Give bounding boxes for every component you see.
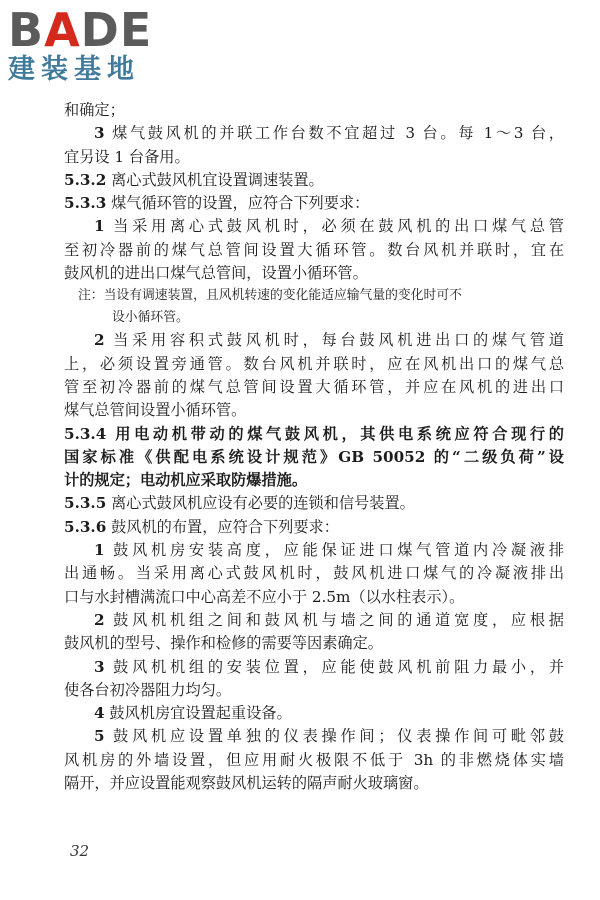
text-line: 计的规定；电动机应采取防爆措施。 (64, 471, 307, 490)
logo-subtitle: 建装基地 (8, 54, 140, 85)
clause-5-3-3: 5.3.3 煤气循环管的设置，应符合下列要求： (64, 194, 370, 213)
text-line: 宜另设 1 台备用。 (64, 147, 190, 166)
bade-logo (8, 3, 178, 86)
text-line: 风机房的外墙设置，但应用耐火极限不低于 3h 的非燃烧体实墙 (64, 750, 564, 769)
text-line: 上，必须设置旁通管。数台风机并联时，应在风机出口的煤气总 (64, 354, 564, 373)
clause-5-3-6: 5.3.6 鼓风机的布置，应符合下列要求： (64, 517, 339, 536)
list-item: 5 鼓风机应设置单独的仪表操作间；仪表操作间可毗邻鼓 (94, 727, 564, 746)
text-line: 管至初冷器前的煤气总管间设置大循环管，并应在风机的进出口 (64, 377, 564, 396)
note: 注：当设有调速装置，且风机转速的变化能适应输气量的变化时可不 (78, 288, 462, 304)
document-body (64, 99, 564, 795)
list-item: 1 鼓风机房安装高度，应能保证进口煤气管道内冷凝液排 (94, 541, 564, 560)
list-item: 2 当采用容积式鼓风机时，每台鼓风机进出口的煤气管道 (94, 331, 564, 350)
list-item: 1 当采用离心式鼓风机时，必须在鼓风机的出口煤气总管 (94, 217, 564, 236)
text-line: 国家标准《供配电系统设计规范》GB 50052 的“二级负荷”设 (64, 447, 564, 466)
clause-5-3-4: 5.3.4 用电动机带动的煤气鼓风机，其供电系统应符合现行的 (64, 424, 564, 443)
list-item: 4 鼓风机房宜设置起重设备。 (94, 704, 292, 723)
text-line: 鼓风机的进出口煤气总管间，设置小循环管。 (64, 264, 368, 283)
text-line: 隔开，并应设置能观察鼓风机运转的隔声耐火玻璃窗。 (64, 774, 429, 793)
list-item: 3 鼓风机机组的安装位置，应能使鼓风机前阻力最小，并 (94, 657, 564, 676)
list-item: 3 煤气鼓风机的并联工作台数不宜超过 3 台。每 1～3 台， (94, 124, 564, 143)
list-item: 2 鼓风机机组之间和鼓风机与墙之间的通道宽度，应根据 (94, 610, 564, 629)
logo-wordmark: BADE (8, 3, 153, 57)
text-line: 口与水封槽满流口中心高差不应小于 2.5m（以水柱表示）。 (64, 587, 465, 606)
clause-5-3-5: 5.3.5 离心式鼓风机应设有必要的连锁和信号装置。 (64, 494, 415, 513)
text-line: 和确定； (64, 101, 125, 119)
text-line: 煤气总管间设置小循环管。 (64, 401, 247, 420)
note-continued: 设小循环管。 (112, 310, 189, 326)
text-line: 出通畅。当采用离心式鼓风机时，鼓风机进口煤气的冷凝液排出 (64, 564, 564, 583)
text-line: 使各台初冷器阻力均匀。 (64, 680, 232, 699)
clause-5-3-2: 5.3.2 离心式鼓风机宜设置调速装置。 (64, 170, 324, 189)
text-line: 至初冷器前的煤气总管间设置大循环管。数台风机并联时，宜在 (64, 240, 564, 259)
page-number: 32 (70, 842, 90, 860)
text-line: 鼓风机的型号、操作和检修的需要等因素确定。 (64, 634, 383, 653)
